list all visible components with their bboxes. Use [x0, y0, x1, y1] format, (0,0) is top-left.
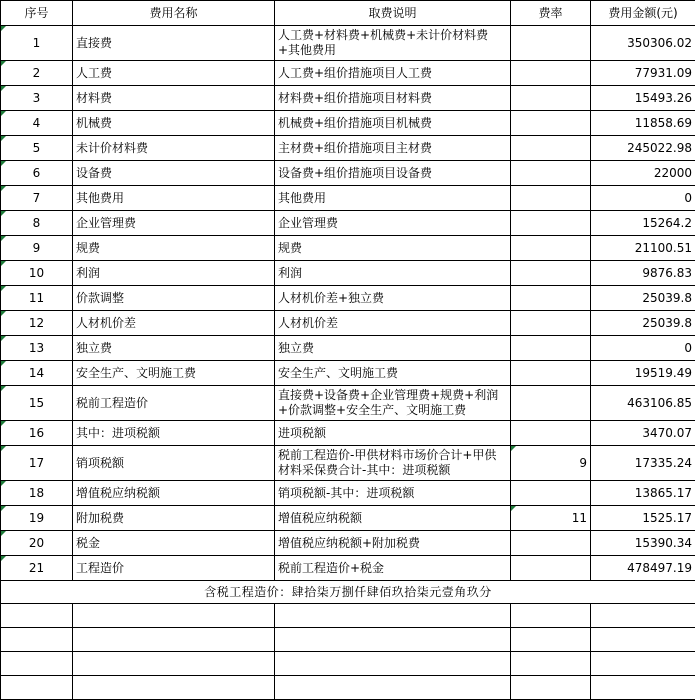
- header-row: [1, 1, 695, 26]
- cell-description[interactable]: 增值税应纳税额: [275, 506, 511, 531]
- table-row: [1, 531, 695, 556]
- cell-index[interactable]: 17: [1, 446, 73, 481]
- cell-amount[interactable]: 1525.17: [591, 506, 695, 531]
- empty-cell[interactable]: [1, 628, 73, 652]
- cell-index[interactable]: 6: [1, 161, 73, 186]
- cell-description[interactable]: 设备费+组价措施项目设备费: [275, 161, 511, 186]
- cell-rate[interactable]: [511, 61, 591, 86]
- empty-cell[interactable]: [511, 604, 591, 628]
- cell-rate[interactable]: [511, 111, 591, 136]
- header-description[interactable]: 取费说明: [275, 1, 511, 26]
- cell-fee-name[interactable]: 人工费: [73, 61, 275, 86]
- cell-index[interactable]: 2: [1, 61, 73, 86]
- empty-cell[interactable]: [591, 604, 695, 628]
- cell-amount[interactable]: 3470.07: [591, 421, 695, 446]
- cell-fee-name[interactable]: 工程造价: [73, 556, 275, 581]
- cell-amount[interactable]: 19519.49: [591, 361, 695, 386]
- empty-cell[interactable]: [275, 604, 511, 628]
- cell-rate[interactable]: [511, 136, 591, 161]
- cell-amount[interactable]: 77931.09: [591, 61, 695, 86]
- cell-index[interactable]: 8: [1, 211, 73, 236]
- cell-rate[interactable]: [511, 161, 591, 186]
- cell-description[interactable]: 企业管理费: [275, 211, 511, 236]
- header-name[interactable]: 费用名称: [73, 1, 275, 26]
- cell-fee-name[interactable]: 附加税费: [73, 506, 275, 531]
- cell-fee-name[interactable]: 税金: [73, 531, 275, 556]
- cell-fee-name[interactable]: 价款调整: [73, 286, 275, 311]
- cell-rate[interactable]: [511, 286, 591, 311]
- cell-index[interactable]: 12: [1, 311, 73, 336]
- cell-fee-name[interactable]: 安全生产、文明施工费: [73, 361, 275, 386]
- table-row: [1, 26, 695, 61]
- cell-fee-name[interactable]: 设备费: [73, 161, 275, 186]
- cell-rate[interactable]: 11: [511, 506, 591, 531]
- empty-cell[interactable]: [511, 652, 591, 676]
- cell-rate[interactable]: [511, 186, 591, 211]
- cell-amount[interactable]: 478497.19: [591, 556, 695, 581]
- table-row: [1, 311, 695, 336]
- cell-description[interactable]: 税前工程造价+税金: [275, 556, 511, 581]
- header-amount[interactable]: 费用金额(元): [591, 1, 695, 26]
- cell-amount[interactable]: 9876.83: [591, 261, 695, 286]
- table-row: [1, 421, 695, 446]
- empty-cell[interactable]: [73, 604, 275, 628]
- cell-index[interactable]: 13: [1, 336, 73, 361]
- cell-fee-name[interactable]: 税前工程造价: [73, 386, 275, 421]
- empty-cell[interactable]: [591, 652, 695, 676]
- cell-rate[interactable]: [511, 531, 591, 556]
- cell-rate[interactable]: [511, 386, 591, 421]
- cell-index[interactable]: 3: [1, 86, 73, 111]
- cell-index[interactable]: 4: [1, 111, 73, 136]
- empty-row: [1, 628, 695, 652]
- empty-cell[interactable]: [275, 628, 511, 652]
- table-row: [1, 236, 695, 261]
- cell-fee-name[interactable]: 材料费: [73, 86, 275, 111]
- cell-description[interactable]: 人工费+组价措施项目人工费: [275, 61, 511, 86]
- cell-rate[interactable]: [511, 211, 591, 236]
- table-row: [1, 286, 695, 311]
- table-row: [1, 506, 695, 531]
- cell-description[interactable]: 销项税额-其中：进项税额: [275, 481, 511, 506]
- cell-rate[interactable]: [511, 311, 591, 336]
- cell-fee-name[interactable]: 企业管理费: [73, 211, 275, 236]
- cell-index[interactable]: 21: [1, 556, 73, 581]
- table-row: [1, 261, 695, 286]
- cell-amount[interactable]: 25039.8: [591, 286, 695, 311]
- table-row: [1, 61, 695, 86]
- cell-amount[interactable]: 245022.98: [591, 136, 695, 161]
- table-row: [1, 136, 695, 161]
- cell-description[interactable]: 直接费+设备费+企业管理费+规费+利润+价款调整+安全生产、文明施工费: [275, 386, 511, 421]
- table-row: [1, 336, 695, 361]
- table-body: [1, 26, 695, 700]
- cell-description[interactable]: 增值税应纳税额+附加税费: [275, 531, 511, 556]
- cell-rate[interactable]: [511, 361, 591, 386]
- cell-rate[interactable]: [511, 556, 591, 581]
- cell-fee-name[interactable]: 其他费用: [73, 186, 275, 211]
- table-row: [1, 86, 695, 111]
- cell-rate[interactable]: [511, 26, 591, 61]
- cell-index[interactable]: 1: [1, 26, 73, 61]
- table-row: [1, 386, 695, 421]
- cell-rate[interactable]: [511, 86, 591, 111]
- empty-row: [1, 676, 695, 700]
- cell-index[interactable]: 5: [1, 136, 73, 161]
- empty-cell[interactable]: [1, 652, 73, 676]
- cell-description[interactable]: 安全生产、文明施工费: [275, 361, 511, 386]
- table-row: [1, 556, 695, 581]
- cell-index[interactable]: 11: [1, 286, 73, 311]
- cell-rate[interactable]: [511, 336, 591, 361]
- cell-description[interactable]: 人材机价差: [275, 311, 511, 336]
- table-row: [1, 446, 695, 481]
- empty-cell[interactable]: [591, 676, 695, 700]
- cell-amount[interactable]: 15493.26: [591, 86, 695, 111]
- cell-index[interactable]: 15: [1, 386, 73, 421]
- cell-rate[interactable]: 9: [511, 446, 591, 481]
- empty-cell[interactable]: [73, 652, 275, 676]
- cell-description[interactable]: 人材机价差+独立费: [275, 286, 511, 311]
- empty-cell[interactable]: [591, 628, 695, 652]
- table-row: [1, 111, 695, 136]
- cell-index[interactable]: 7: [1, 186, 73, 211]
- cell-index[interactable]: 9: [1, 236, 73, 261]
- cell-description[interactable]: 人工费+材料费+机械费+未计价材料费+其他费用: [275, 26, 511, 61]
- empty-cell[interactable]: [1, 604, 73, 628]
- cell-amount[interactable]: 17335.24: [591, 446, 695, 481]
- cell-amount[interactable]: 0: [591, 336, 695, 361]
- cell-fee-name[interactable]: 人材机价差: [73, 311, 275, 336]
- empty-row: [1, 604, 695, 628]
- cell-amount[interactable]: 0: [591, 186, 695, 211]
- total-in-words[interactable]: 含税工程造价：肆拾柒万捌仟肆佰玖拾柒元壹角玖分: [1, 581, 695, 604]
- cell-index[interactable]: 10: [1, 261, 73, 286]
- cell-amount[interactable]: 25039.8: [591, 311, 695, 336]
- cell-index[interactable]: 14: [1, 361, 73, 386]
- header-index[interactable]: 序号: [1, 1, 73, 26]
- header-rate[interactable]: 费率: [511, 1, 591, 26]
- cell-index[interactable]: 18: [1, 481, 73, 506]
- cell-fee-name[interactable]: 未计价材料费: [73, 136, 275, 161]
- cell-index[interactable]: 16: [1, 421, 73, 446]
- cell-amount[interactable]: 463106.85: [591, 386, 695, 421]
- empty-cell[interactable]: [73, 676, 275, 700]
- summary-row: [1, 581, 695, 604]
- cell-fee-name[interactable]: 直接费: [73, 26, 275, 61]
- empty-cell[interactable]: [1, 676, 73, 700]
- cell-description[interactable]: 独立费: [275, 336, 511, 361]
- cell-amount[interactable]: 22000: [591, 161, 695, 186]
- cell-rate[interactable]: [511, 261, 591, 286]
- cell-amount[interactable]: 350306.02: [591, 26, 695, 61]
- cell-amount[interactable]: 11858.69: [591, 111, 695, 136]
- empty-cell[interactable]: [511, 628, 591, 652]
- empty-cell[interactable]: [511, 676, 591, 700]
- cell-amount[interactable]: 15390.34: [591, 531, 695, 556]
- cell-fee-name[interactable]: 销项税额: [73, 446, 275, 481]
- cell-fee-name[interactable]: 机械费: [73, 111, 275, 136]
- table-row: [1, 186, 695, 211]
- cell-fee-name[interactable]: 独立费: [73, 336, 275, 361]
- empty-cell[interactable]: [275, 676, 511, 700]
- cell-description[interactable]: 其他费用: [275, 186, 511, 211]
- cell-rate[interactable]: [511, 236, 591, 261]
- cell-fee-name[interactable]: 增值税应纳税额: [73, 481, 275, 506]
- cell-description[interactable]: 利润: [275, 261, 511, 286]
- cell-description[interactable]: 规费: [275, 236, 511, 261]
- empty-row: [1, 652, 695, 676]
- cell-description[interactable]: 机械费+组价措施项目机械费: [275, 111, 511, 136]
- cell-fee-name[interactable]: 其中：进项税额: [73, 421, 275, 446]
- cell-description[interactable]: 进项税额: [275, 421, 511, 446]
- cell-description[interactable]: 税前工程造价-甲供材料市场价合计+甲供材料采保费合计-其中：进项税额: [275, 446, 511, 481]
- cell-amount[interactable]: 15264.2: [591, 211, 695, 236]
- cell-description[interactable]: 材料费+组价措施项目材料费: [275, 86, 511, 111]
- table-row: [1, 211, 695, 236]
- empty-cell[interactable]: [275, 652, 511, 676]
- cell-index[interactable]: 19: [1, 506, 73, 531]
- table-row: [1, 481, 695, 506]
- empty-cell[interactable]: [73, 628, 275, 652]
- cell-amount[interactable]: 21100.51: [591, 236, 695, 261]
- cell-rate[interactable]: [511, 421, 591, 446]
- cell-amount[interactable]: 13865.17: [591, 481, 695, 506]
- table-row: [1, 361, 695, 386]
- cell-description[interactable]: 主材费+组价措施项目主材费: [275, 136, 511, 161]
- table-row: [1, 161, 695, 186]
- cell-fee-name[interactable]: 规费: [73, 236, 275, 261]
- cell-fee-name[interactable]: 利润: [73, 261, 275, 286]
- cell-rate[interactable]: [511, 481, 591, 506]
- cell-index[interactable]: 20: [1, 531, 73, 556]
